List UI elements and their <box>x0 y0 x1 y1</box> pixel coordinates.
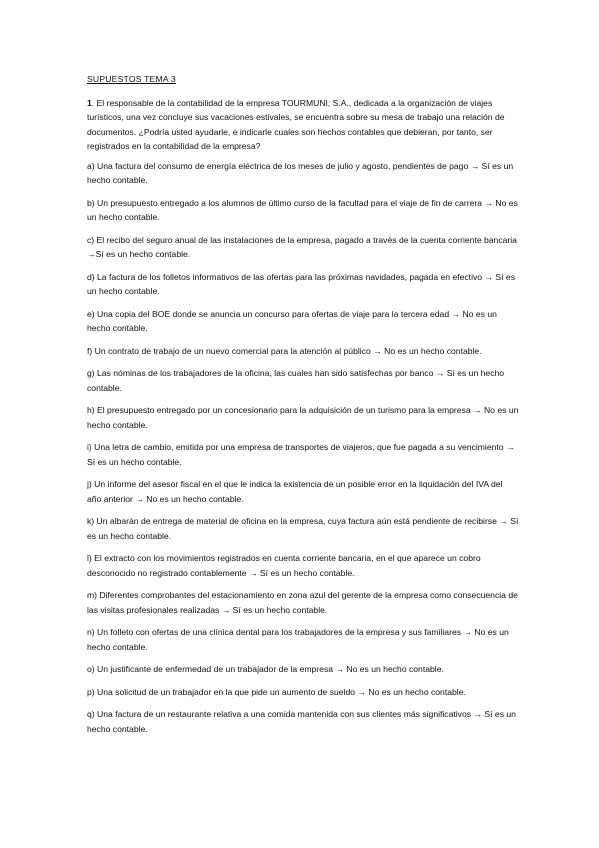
item-j: j) Un informe del asesor fiscal en el que le indica la existencia de un posible error en la liquidación del IVA del año anterior → No es un hecho contable. <box>87 479 503 504</box>
intro-paragraph <box>87 96 519 154</box>
item-o: o) Un justificante de enfermedad de un trabajador de la empresa → No es un hecho contable. <box>87 664 444 674</box>
item-q: q) Una factura de un restaurante relativa a una comida mantenida con sus clientes más significativos → Sí es un hecho contable. <box>87 709 516 734</box>
item-d: d) La factura de los folletos informativos de las ofertas para las próximas navidades, pagada en efectivo → Sí es un hecho contable. <box>87 271 516 296</box>
document-page <box>87 72 519 744</box>
item-e: e) Una copia del BOE donde se anuncia un concurso para ofertas de viaje para la tercera edad → No es un hecho contable. <box>87 308 497 333</box>
item-b: b) Un presupuesto entregado a los alumnos de último curso de la facultad para el viaje de fin de carrera → No es un hecho contable. <box>87 197 518 222</box>
item-a: a) Una factura del consumo de energía eléctrica de los meses de julio y agosto, pendientes de pago → Sí es un hecho contable. <box>87 160 514 185</box>
page-title: SUPUESTOS TEMA 3 <box>87 74 176 84</box>
item-k: k) Un albarán de entrega de material de oficina en la empresa, cuya factura aún está pendiente de recibirse → Sí es un hecho contable. <box>87 516 519 541</box>
item-l: l) El extracto con los movimientos registrados en cuenta corriente bancaria, en el que aparece un cobro desconocido no registrado contablemente → Sí es un hecho contable. <box>87 553 481 578</box>
item-n: n) Un folleto con ofertas de una clínica dental para los trabajadores de la empresa y sus familiares → No es un hecho contable. <box>87 627 509 652</box>
item-c: c) El recibo del seguro anual de las instalaciones de la empresa, pagado a través de la cuenta corriente bancaria →Sí es un hecho contable. <box>87 234 517 259</box>
item-g: g) Las nóminas de los trabajadores de la oficina, las cuales han sido satisfechas por banco → Sí es un hecho contable. <box>87 368 505 393</box>
item-p: p) Una solicitud de un trabajador en la que pide un aumento de sueldo → No es un hecho contable. <box>87 686 466 697</box>
item-f: f) Un contrato de trabajo de un nuevo comercial para la atención al público → No es un hecho contable. <box>87 345 482 356</box>
intro-text: . El responsable de la contabilidad de la empresa TOURMUNI, S.A., dedicada a la organización de viajes turísticos, una vez concluye sus vacaciones estivales, se encuentra sobre su mesa de trabajo una relación de documentos. ¿Podría usted ayudarle, e indicarle cuales son hechos contables que debieran, por tanto, ser registrados en la contabilidad de la empresa? <box>87 97 505 151</box>
item-i: i) Una letra de cambio, emitida por una empresa de transportes de viajeros, que fue pagada a su vencimiento → Sí es un hecho contable. <box>87 442 515 467</box>
exercise-number: 1 <box>87 97 92 108</box>
item-m: m) Diferentes comprobantes del estacionamiento en zona azul del gerente de la empresa como consecuencia de las visitas profesionales realizadas → Sí es un hecho contable. <box>87 590 518 615</box>
item-h: h) El presupuesto entregado por un concesionario para la adquisición de un turismo para la empresa → No es un hecho contable. <box>87 405 519 430</box>
